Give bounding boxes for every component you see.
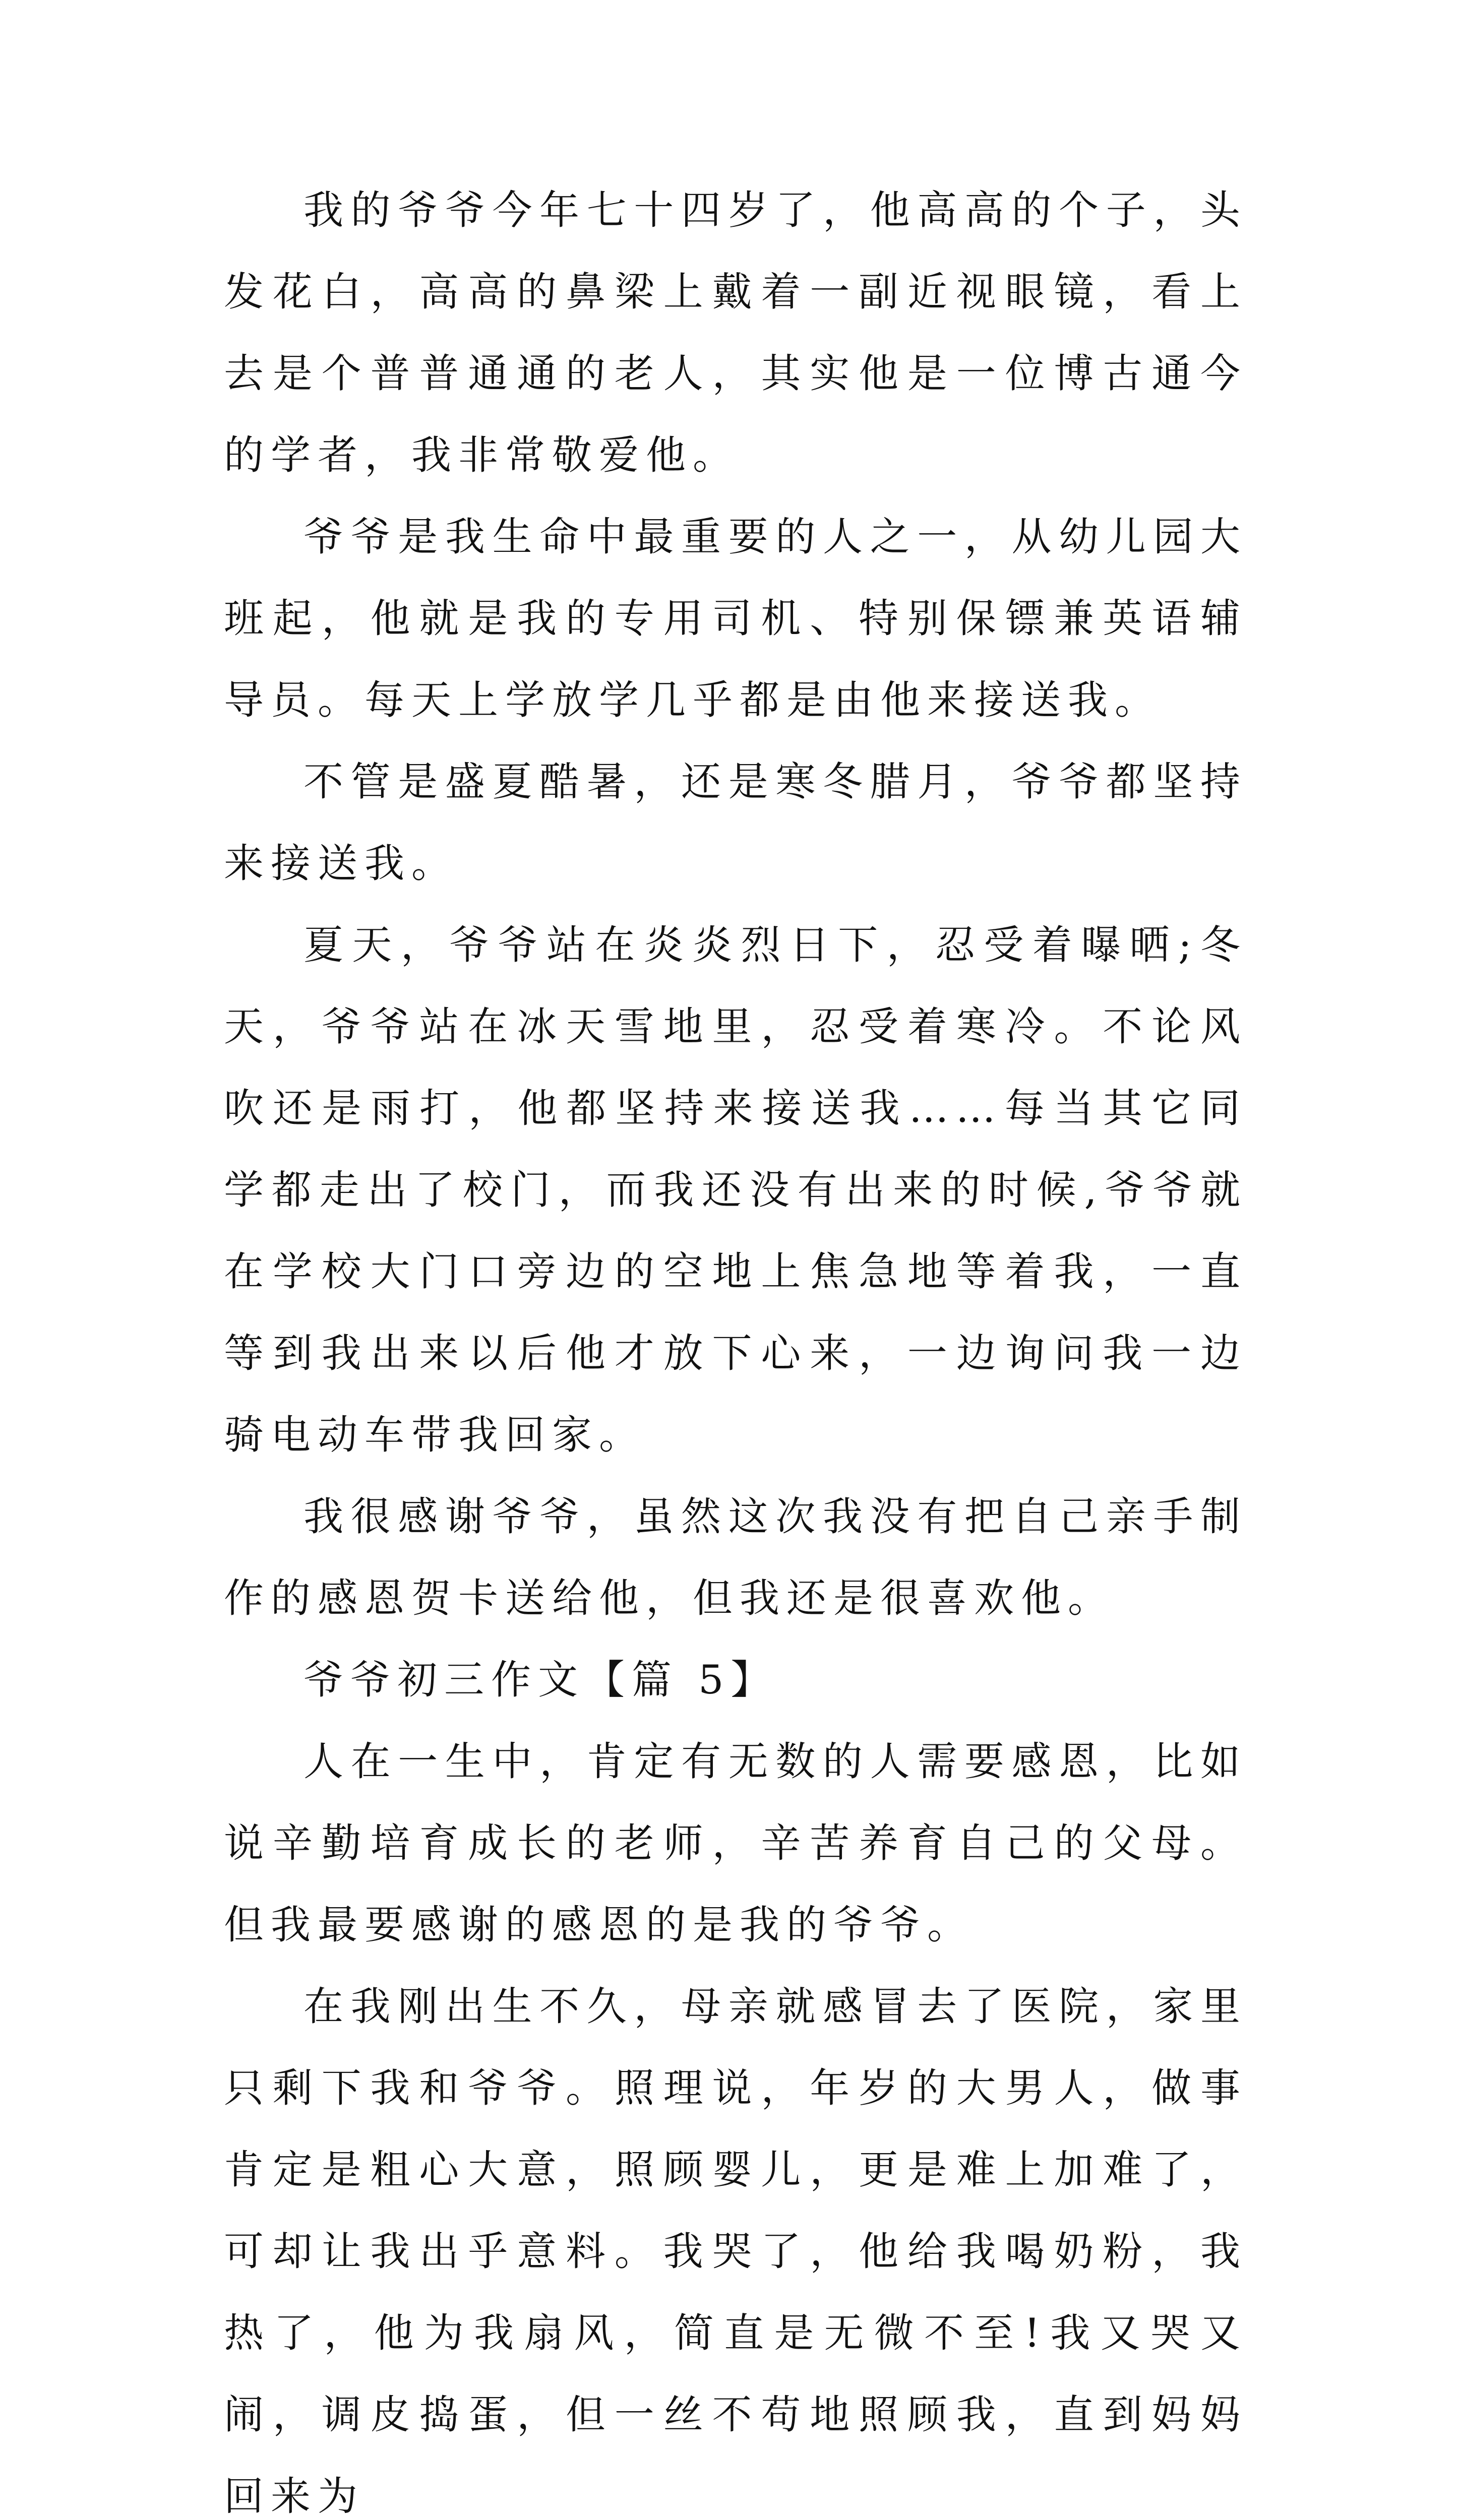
document-body — [224, 169, 1247, 2520]
paragraph-infancy: 在我刚出生不久，母亲就感冒去了医院，家里只剩下我和爷爷。照理说，年岁的大男人，做事肯定是粗心大意，照顾婴儿，更是难上加难了，可却让我出乎意料。我哭了，他给我喝奶粉，我热了，他为我扇风，简直是无微不至!我又哭又闹，调皮捣蛋，但一丝不苟地照顾我，直到妈妈回来为 — [224, 1983, 1247, 2519]
paragraph-summer-winter: 夏天，爷爷站在炎炎烈日下，忍受着曝晒;冬天，爷爷站在冰天雪地里，忍受着寒冷。不论风吹还是雨打，他都坚持来接送我……每当其它同学都走出了校门，而我还没有出来的时候,爷爷就在学校大门口旁边的空地上焦急地等着我，一直等到我出来以后他才放下心来，一边询问我一边骑电动车带我回家。 — [224, 922, 1247, 1458]
paragraph-all-seasons: 不管是盛夏酷暑，还是寒冬腊月，爷爷都坚持来接送我。 — [224, 759, 1247, 887]
paragraph-thanks: 我很感谢爷爷，虽然这次我没有把自己亲手制作的感恩贺卡送给他，但我还是很喜欢他。 — [224, 1493, 1247, 1621]
paragraph-grandpa-description: 我的爷爷今年七十四岁了，他高高的个子，头发花白，高高的鼻梁上戴着一副近视眼镜，看上去是个普普通通的老人，其实他是一位博古通今的学者，我非常敬爱他。 — [224, 187, 1247, 478]
paragraph-gratitude: 人在一生中，肯定有无数的人需要感恩，比如说辛勤培育成长的老师，辛苦养育自己的父母。但我最要感谢的感恩的是我的爷爷。 — [224, 1738, 1247, 1948]
section-heading: 爷爷初三作文【篇 5】 — [303, 1657, 778, 1703]
paragraph-grandpa-role: 爷爷是我生命中最重要的人之一，从幼儿园大班起，他就是我的专用司机、特别保镖兼英语辅导员。每天上学放学几乎都是由他来接送我。 — [224, 514, 1247, 723]
